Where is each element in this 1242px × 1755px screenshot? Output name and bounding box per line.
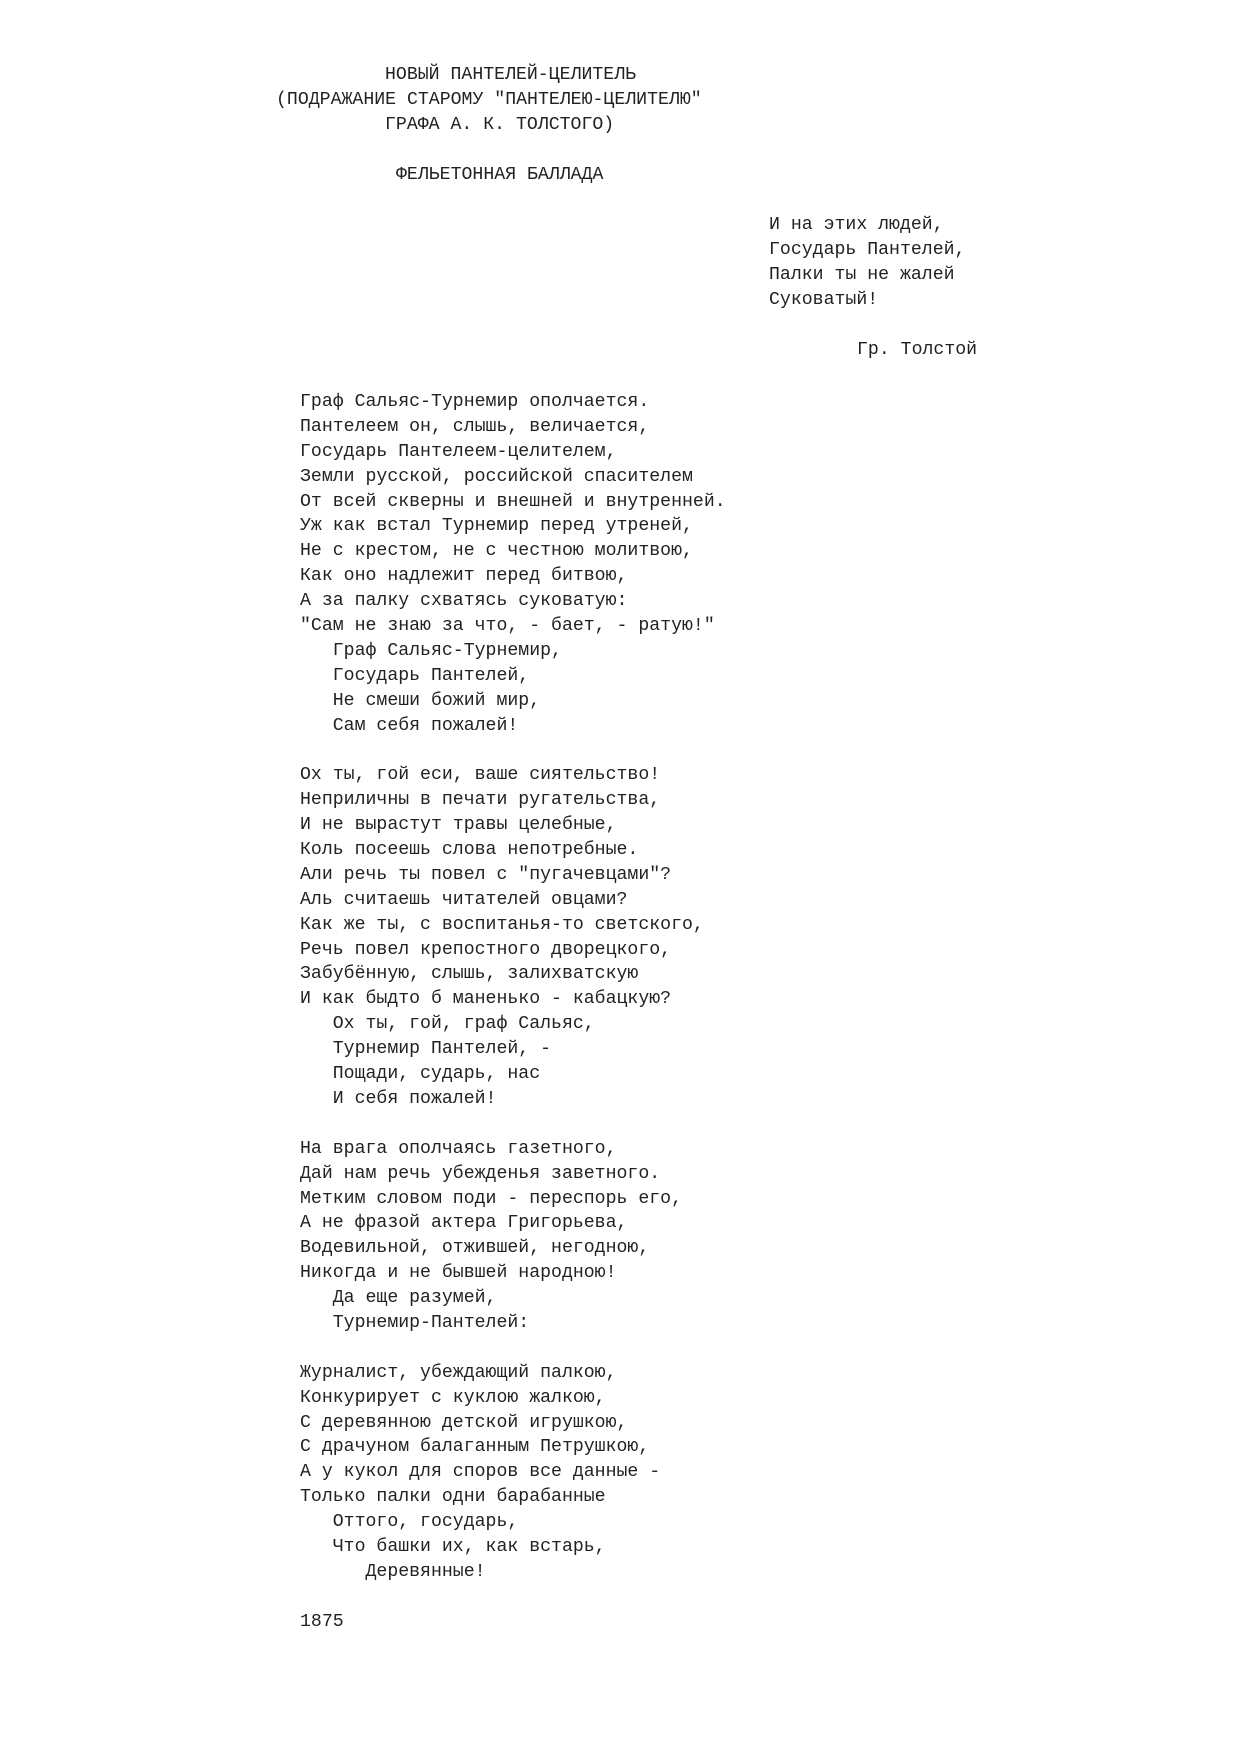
epigraph-line-2: Государь Пантелей, <box>769 240 966 260</box>
poem-line: С деревянною детской игрушкою, <box>300 1412 628 1433</box>
poem-line: Только палки одни барабанные <box>300 1487 606 1508</box>
poem-line: А за палку схватясь суковатую: <box>300 591 628 612</box>
stanza-gap <box>300 1585 726 1610</box>
poem-line: Неприличны в печати ругательства, <box>300 790 661 811</box>
poem-line: На врага ополчаясь газетного, <box>300 1138 617 1159</box>
poem-line: Коль посеешь слова непотребные. <box>300 840 639 861</box>
stanza-gap <box>300 1336 726 1361</box>
poem-line: Пощади, сударь, нас <box>300 1064 541 1085</box>
title-line-1: НОВЫЙ ПАНТЕЛЕЙ-ЦЕЛИТЕЛЬ <box>385 65 637 85</box>
poem-line: Не с крестом, не с честною молитвою, <box>300 541 693 562</box>
poem-line: Да еще разумей, <box>300 1288 497 1309</box>
poem-line: Оттого, государь, <box>300 1512 519 1533</box>
poem-line: Земли русской, российской спасителем <box>300 466 693 487</box>
poem-line: Аль считаешь читателей овцами? <box>300 889 628 910</box>
poem-line: А у кукол для споров все данные - <box>300 1462 661 1483</box>
poem-line: Граф Сальяс-Турнемир ополчается. <box>300 392 650 412</box>
poem-line: Уж как встал Турнемир перед утреней, <box>300 516 693 537</box>
poem-line: И не вырастут травы целебные, <box>300 815 617 836</box>
poem-line: Водевильной, отжившей, негодною, <box>300 1238 650 1259</box>
title-line-3: ГРАФА А. К. ТОЛСТОГО) <box>385 115 615 135</box>
poem-line: И себя пожалей! <box>300 1088 497 1109</box>
poem-line: Метким словом поди - переспорь его, <box>300 1188 682 1209</box>
stanza-gap <box>300 738 726 763</box>
poem-body <box>300 390 726 1635</box>
epigraph-line-3: Палки ты не жалей <box>769 265 955 285</box>
poem-line: Что башки их, как встарь, <box>300 1536 606 1557</box>
poem-line: Турнемир Пантелей, - <box>300 1039 552 1060</box>
poem-line: Как оно надлежит перед битвою, <box>300 566 628 587</box>
poem-line: От всей скверны и внешней и внутренней. <box>300 491 726 512</box>
epigraph-attribution: Гр. Толстой <box>857 340 978 360</box>
poem-line: Как же ты, с воспитанья-то светского, <box>300 914 704 935</box>
poem-line: Дай нам речь убежденья заветного. <box>300 1163 661 1184</box>
epigraph-line-4: Суковатый! <box>769 290 879 310</box>
poem-line: И как быдто б маненько - кабацкую? <box>300 989 672 1010</box>
poem-line: Не смеши божий мир, <box>300 690 541 711</box>
poem-date: 1875 <box>300 1611 344 1632</box>
poem-line: Сам себя пожалей! <box>300 715 519 736</box>
poem-line: Конкурирует с куклою жалкою, <box>300 1387 606 1408</box>
poem-line: Ох ты, гой, граф Сальяс, <box>300 1014 595 1035</box>
epigraph-line-1: И на этих людей, <box>769 215 944 235</box>
poem-line: Али речь ты повел с "пугачевцами"? <box>300 864 672 885</box>
poem-line: С драчуном балаганным Петрушкою, <box>300 1437 650 1458</box>
poem-line: "Сам не знаю за что, - бает, - ратую!" <box>300 616 715 637</box>
poem-line: Речь повел крепостного дворецкого, <box>300 939 672 960</box>
poem-line: Пантелеем он, слышь, величается, <box>300 416 650 437</box>
title-line-2: (ПОДРАЖАНИЕ СТАРОМУ "ПАНТЕЛЕЮ-ЦЕЛИТЕЛЮ" <box>276 90 702 110</box>
subtitle: ФЕЛЬЕТОННАЯ БАЛЛАДА <box>396 165 604 185</box>
poem-line: Государь Пантелей, <box>300 665 530 686</box>
poem-line: А не фразой актера Григорьева, <box>300 1213 628 1234</box>
poem-line: Турнемир-Пантелей: <box>300 1312 530 1333</box>
poem-line: Ох ты, гой еси, ваше сиятельство! <box>300 765 661 786</box>
poem-line: Государь Пантелеем-целителем, <box>300 441 617 462</box>
poem-line: Никогда и не бывшей народною! <box>300 1263 617 1284</box>
poem-line: Журналист, убеждающий палкою, <box>300 1362 617 1383</box>
poem-line: Забубённую, слышь, залихватскую <box>300 964 639 985</box>
poem-line: Граф Сальяс-Турнемир, <box>300 640 562 661</box>
stanza-gap <box>300 1112 726 1137</box>
poem-line: Деревянные! <box>300 1561 486 1582</box>
